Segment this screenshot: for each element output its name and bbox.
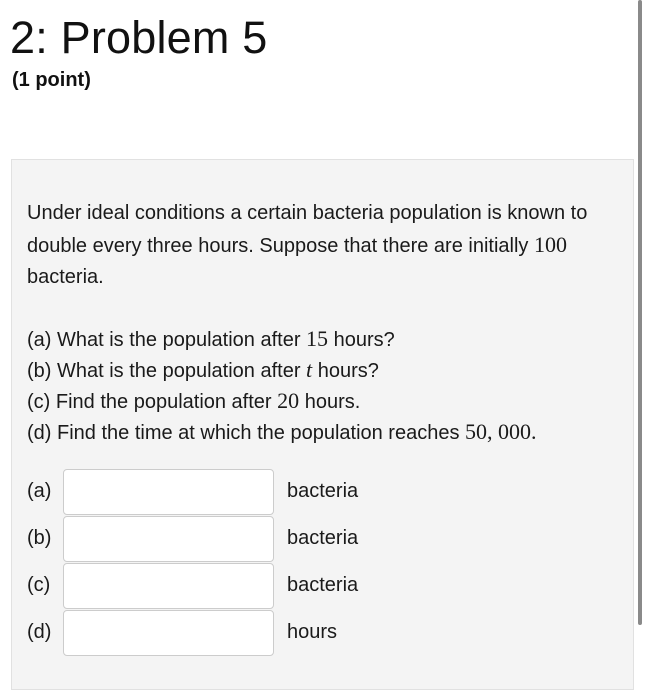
- answer-input-a[interactable]: [63, 469, 274, 515]
- question-math: 20: [277, 388, 300, 413]
- answer-input-c[interactable]: [63, 563, 274, 609]
- scrollbar[interactable]: [638, 0, 642, 625]
- question-text-end: hours?: [317, 360, 379, 382]
- question-text: (d) Find the time at which the population reaches: [27, 422, 460, 444]
- question-text: (a) What is the population after: [27, 329, 301, 351]
- question-math: 15: [306, 326, 329, 351]
- question-d: [27, 416, 537, 449]
- question-math: t: [306, 357, 313, 382]
- answer-unit: bacteria: [287, 480, 359, 502]
- answer-label: (d): [27, 621, 52, 643]
- answer-unit: hours: [287, 621, 338, 643]
- problem-statement: [27, 198, 617, 293]
- question-c: [27, 385, 360, 418]
- answer-input-b[interactable]: [63, 516, 274, 562]
- answer-unit: bacteria: [287, 527, 359, 549]
- question-text: (c) Find the population after: [27, 391, 272, 413]
- answer-label: (c): [27, 574, 51, 596]
- answer-row-c: [27, 563, 427, 609]
- page-title: 2: Problem 5: [10, 12, 268, 63]
- initial-count-math: 100: [533, 232, 567, 257]
- answer-input-d[interactable]: [63, 610, 274, 656]
- points-label: (1 point): [12, 69, 91, 91]
- question-text-end: hours.: [304, 391, 361, 413]
- question-a: [27, 323, 395, 356]
- answer-row-a: [27, 469, 427, 515]
- answer-label: (b): [27, 527, 52, 549]
- question-text-end: hours?: [333, 329, 395, 351]
- question-b: [27, 354, 379, 387]
- answer-row-b: [27, 516, 427, 562]
- answer-row-d: [27, 610, 427, 656]
- answer-label: (a): [27, 480, 52, 502]
- question-text-end: .: [531, 419, 537, 444]
- answer-unit: bacteria: [287, 574, 359, 596]
- statement-text-end: bacteria.: [27, 266, 104, 288]
- question-math: 50, 000: [465, 419, 532, 444]
- statement-text: Under ideal conditions a certain bacteria population is known to double every three hours. Suppose that there are initially: [27, 202, 588, 257]
- question-text: (b) What is the population after: [27, 360, 301, 382]
